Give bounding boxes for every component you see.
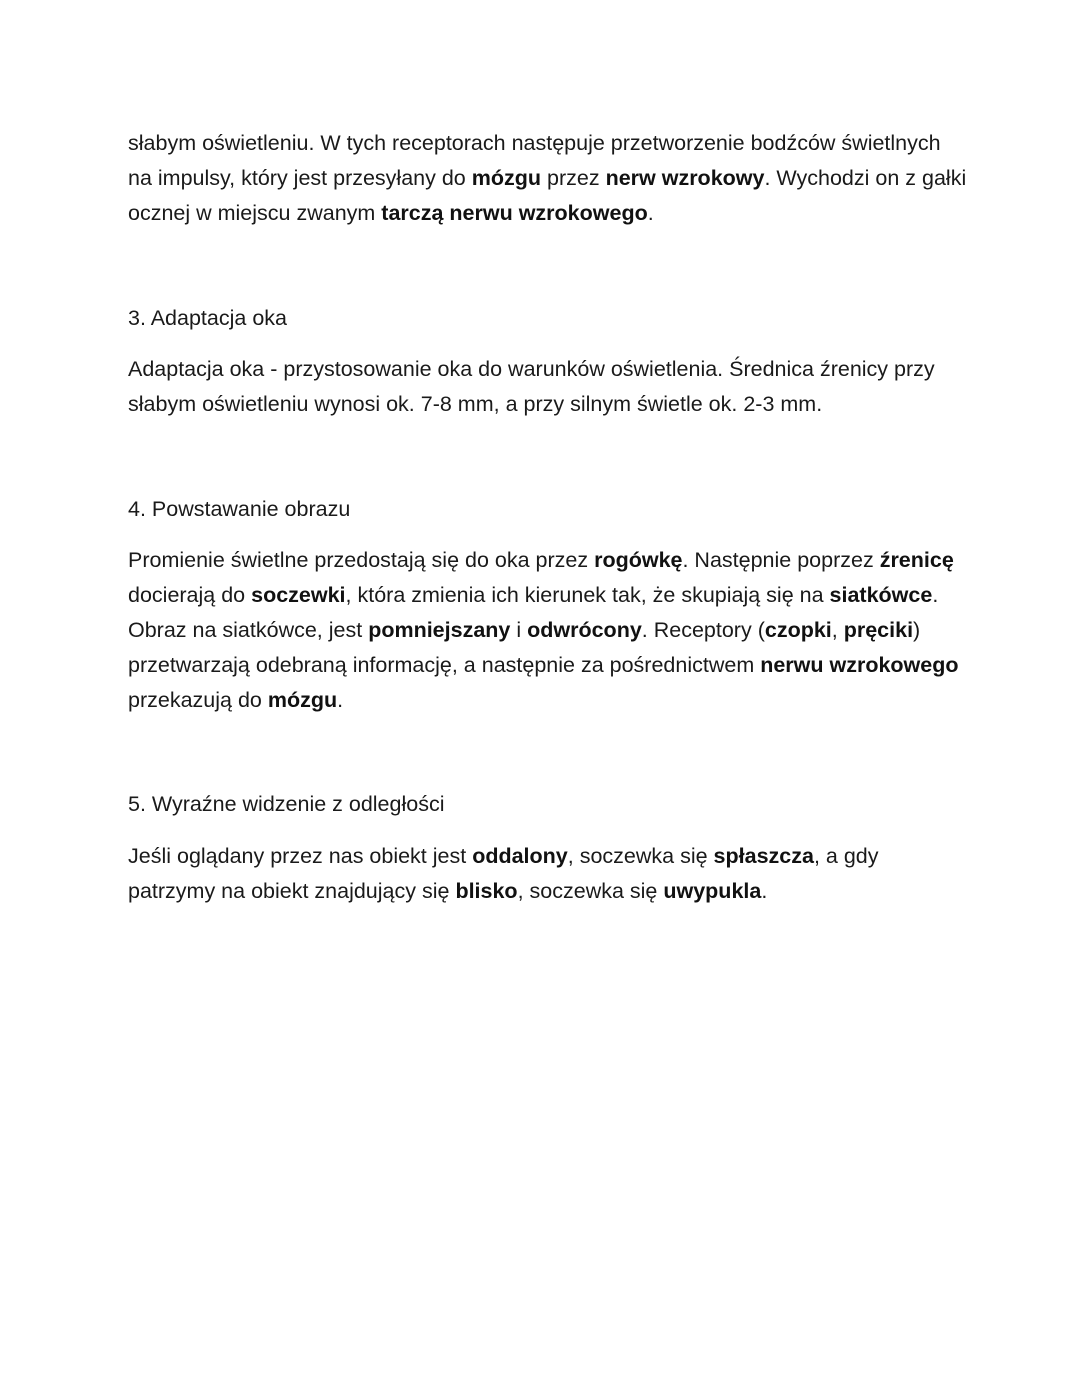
bold-term: spłaszcza <box>713 844 814 868</box>
bold-term: blisko <box>455 879 518 903</box>
bold-term: czopki <box>764 618 832 642</box>
text-run: Adaptacja oka - przystosowanie oka do warunków oświetlenia. Średnica źrenicy przy słabym oświetleniu wynosi ok. 7-8 mm, a przy silnym świetle ok. 2-3 mm. <box>128 357 935 416</box>
paragraph-adaptation <box>128 352 968 422</box>
bold-term: siatkówce <box>829 583 933 607</box>
bold-term: pręciki <box>843 618 914 642</box>
text-run: , a gdy patrzymy na obiekt znajdujący się <box>128 844 879 903</box>
text-run: , <box>831 618 844 642</box>
bold-term: pomniejszany <box>368 618 511 642</box>
text-run: . <box>761 879 768 903</box>
text-run: słabym oświetleniu. W tych receptorach następuje przetworzenie bodźców świetlnych na impulsy, który jest przesyłany do <box>128 131 941 190</box>
text-run: . Obraz na siatkówce, jest <box>128 583 939 642</box>
bold-term: oddalony <box>472 844 568 868</box>
bold-term: mózgu <box>471 166 542 190</box>
text-run: , soczewka się <box>567 844 714 868</box>
text-run: , soczewka się <box>517 879 664 903</box>
text-run: przekazują do <box>128 688 268 712</box>
text-run: . <box>337 688 344 712</box>
text-run: . <box>647 201 654 225</box>
bold-term: odwrócony <box>527 618 642 642</box>
bold-term: rogówkę <box>594 548 683 572</box>
bold-term: uwypukla <box>663 879 762 903</box>
text-run: . Receptory ( <box>641 618 765 642</box>
text-run: Promienie świetlne przedostają się do oka przez <box>128 548 595 572</box>
paragraph-image-formation <box>128 543 968 718</box>
paragraph-distance-vision <box>128 839 968 909</box>
bold-term: tarczą nerwu wzrokowego <box>381 201 648 225</box>
bold-term: źrenicę <box>879 548 954 572</box>
text-run: przez <box>541 166 606 190</box>
text-run: . Następnie poprzez <box>682 548 880 572</box>
text-run: , która zmienia ich kierunek tak, że skupiają się na <box>345 583 830 607</box>
bold-term: soczewki <box>251 583 346 607</box>
paragraph-optic-nerve <box>128 126 968 231</box>
section-heading-distance-vision: 5. Wyraźne widzenie z odległości <box>128 792 445 816</box>
text-run: Jeśli oglądany przez nas obiekt jest <box>128 844 473 868</box>
bold-term: mózgu <box>267 688 338 712</box>
text-run: ) przetwarzają odebraną informację, a następnie za pośrednictwem <box>128 618 921 677</box>
text-run: docierają do <box>128 583 252 607</box>
bold-term: nerwu wzrokowego <box>760 653 959 677</box>
text-run: . Wychodzi on z gałki ocznej w miejscu zwanym <box>128 166 967 225</box>
bold-term: nerw wzrokowy <box>605 166 765 190</box>
section-heading-image-formation: 4. Powstawanie obrazu <box>128 497 351 521</box>
text-run: i <box>510 618 528 642</box>
section-heading-adaptation: 3. Adaptacja oka <box>128 306 287 330</box>
